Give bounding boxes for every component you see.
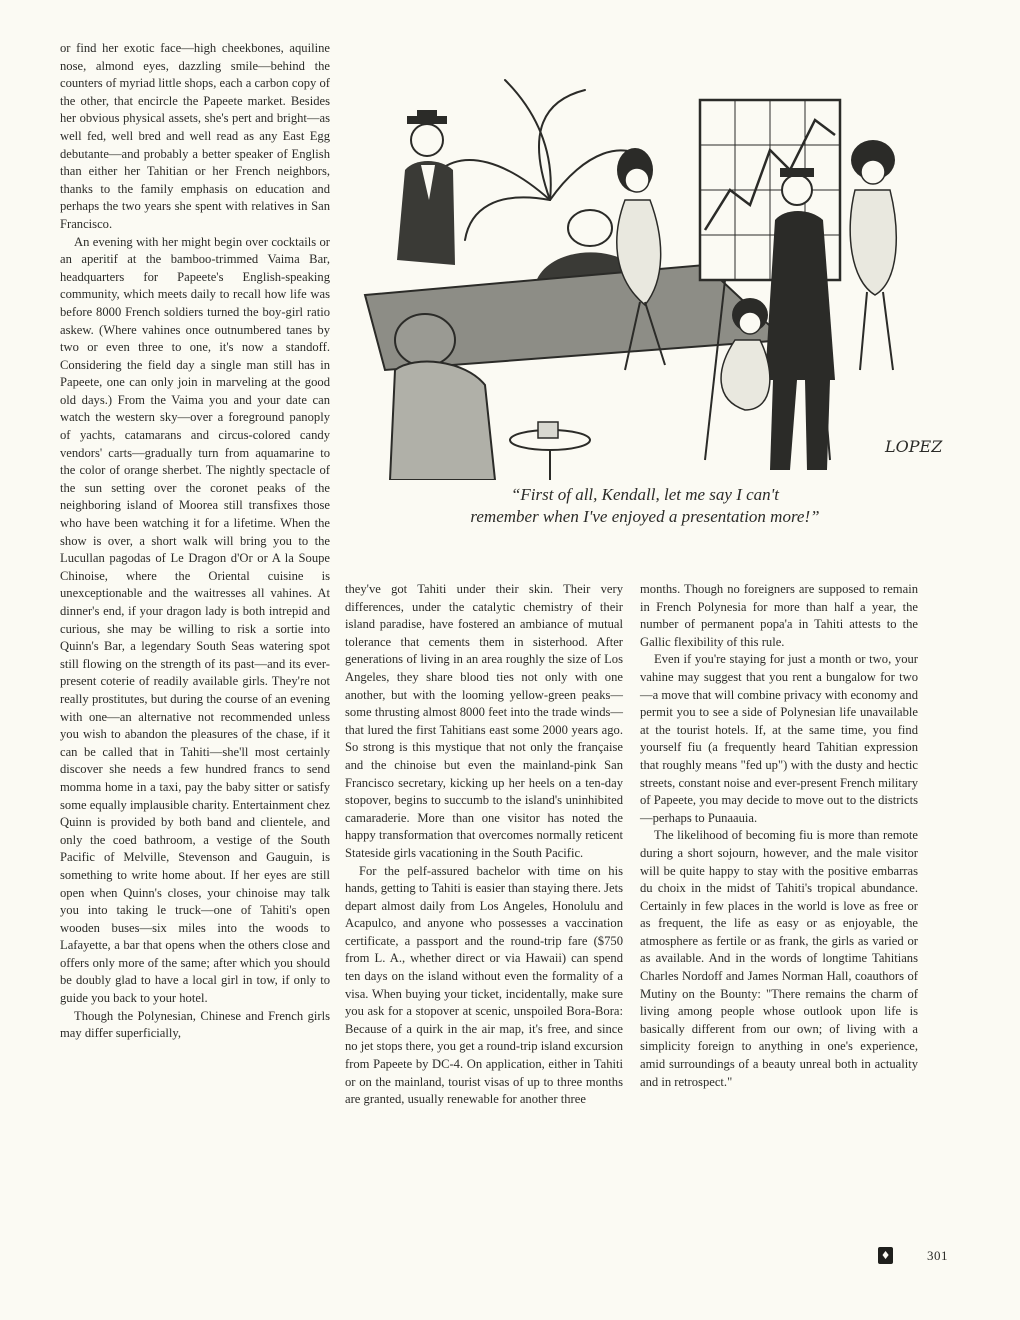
article-column-2 — [345, 581, 623, 1109]
paragraph: Even if you're staying for just a month or two, your vahine may suggest that you rent a bungalow for two—a move that will combine privacy with economy and permit you to see a side of Polynesian life unavailable at the tourist hotels. If, at the same time, you find yourself fiu (a frequently heard Tahitian expression that roughly means "fed up") with the dusty and hectic streets, constant noise and ever-present French military of Papeete, you may decide to move out to the districts—perhaps to Punaauia. — [640, 652, 918, 825]
paragraph: months. Though no foreigners are supposed to remain in French Polynesia for more than half a year, the number of permanent popa'a in Tahiti attests to the Gallic flexibility of this rule. — [640, 582, 918, 649]
paragraph: Though the Polynesian, Chinese and French girls may differ superficially, — [60, 1008, 330, 1041]
model-right — [850, 140, 896, 370]
caption-line: “First of all, Kendall, let me say I can't — [510, 485, 780, 504]
paragraph: The likelihood of becoming fiu is more than remote during a short sojourn, however, and the male visitor will be quite happy to stay with the positive embarras du choix in the midst of Tahiti's tropical abundance. Certainly in few places in the world is love as free or as frequent, the life as easy or as enjoyable, the atmosphere as fertile or as frank, the girls as varied or as available. And in the words of longtime Tahitians Charles Nordoff and James Norman Hall, coauthors of Mutiny on the Bounty: "There remains the charm of living among people whose outlook upon life is basically different from our own; of living with a simplicity foreign to anything in one's experience, amid surroundings of a beauty unreal both in actuality and in retrospect." — [640, 828, 918, 1089]
artist-signature: LOPEZ — [885, 437, 943, 456]
page-number: 301 — [927, 1248, 948, 1263]
article-column-3 — [640, 581, 918, 1091]
article-column-1 — [60, 40, 330, 1043]
paragraph: For the pelf-assured bachelor with time on his hands, getting to Tahiti is easier than staying there. Jets depart almost daily from Los Angeles, Honolulu and Acapulco, and anyone who possesses a vaccination certificate, a passport and the round-trip fare ($750 from L. A., whether direct or via Hawaii) can spend ten days on the island without even the formality of a visa. When buying your ticket, incidentally, make sure you ask for a stopover at scenic, unspoiled Bora-Bora: Because of a quirk in the air map, it's free, and since no jet stops there, you get a round-trip island excursion from Papeete by DC-4. On application, either in Tahiti or on the mainland, tourist visas of up to three months are granted, usually renewable for another three — [345, 863, 623, 1107]
paragraph: An evening with her might begin over cocktails or an aperitif at the bamboo-trimmed Vaima Bar, headquarters for Papeete's English-speaking community, which meets daily to recall how life was before 8000 French soldiers turned the boy-girl ratio askew. (Where vahines once outnumbered tanes by two or even three to one, it's now a standoff. Considering the field day a single man still has in Papeete, one can only join in marveling at the good old days.) From the Vaima you and your date can watch the western sky—over a foreground panoply of yachts, catamarans and circus-colored candy vendors' carts—gradually turn from aquamarine to the color of orange sherbet. The nightly spectacle of the sun setting over the coronet peaks of the neighboring island of Moorea still transfixes those who have been watching it for a lifetime. When the show is over, a short walk will bring you to the Lucullan pagodas of Le Dragon d'Or or A la Soupe Chinoise, where the Oriental cuisine is unexceptionable and the waitresses all vahines. At dinner's end, if your dragon lady is both intrepid and curious, she may be willing to risk a sortie into Quinn's Bar, a legendary South Seas watering spot still flowing on the strength of its past—and its ever-present coterie of readily available girls. They're not really prostitutes, but during the course of an evening with one—an alternative not recommended unless you wish to abandon the pleasures of the chase, if it can be called that in Tahiti—she'll most certainly discover she needs a few hundred francs to send momma home in a taxi, pay the baby sitter or satisfy some equally implausible charity. Entertainment chez Quinn is provided by both band and clientele, and only the coed bathroom, a vestige of the South Pacific of Melville, Stevenson and Gauguin, is something to write home about. If her eyes are still open when Quinn's closes, your chinoise may talk you into taking le truck—one of Tahiti's open wooden buses—six miles into the woods to Lafayette, a bar that opens when the others close and offers only more of the same; after which you should be doubly glad to have a local girl in tow, if only to guide you back to your hotel. — [60, 234, 330, 1006]
paragraph: they've got Tahiti under their skin. Their very differences, under the catalytic chemistry of their island paradise, have fostered an ambiance of mutual tolerance that cements them in sisterhood. After generations of living in an area roughly the size of Los Angeles, they share blood ties not only with one another, but with the looming yellow-green peaks—some thrusting almost 8000 feet into the trade winds—that lured the first Tahitians east some 2000 years ago. So strong is this mystique that not only the française and the chinoise but even the mainland-pink San Francisco secretary, kicking up her heels on a ten-day stopover, begins to succumb to the island's uninhibited camaraderie. More than one visitor has noted the happy transformation that overcomes normally reticent Stateside girls vacationing in the South Pacific. — [345, 582, 623, 860]
man-standing-left — [397, 110, 455, 265]
cartoon-caption — [350, 484, 940, 528]
cartoon-illustration — [345, 40, 945, 480]
caption-line: remember when I've enjoyed a presentation more!” — [470, 507, 820, 526]
bunny-logo-icon: ♦ — [878, 1247, 893, 1264]
paragraph: or find her exotic face—high cheekbones, aquiline nose, almond eyes, dazzling smile—behind the counters of myriad little shops, each a carbon copy of the other, that encircle the Papeete market. Besides her obvious physical assets, she's pert and bright—as well fed, well bred and well read as any East Egg debutante—and probably a better speaker of English than either her Tahitian or her French neighbors, thanks to the family emphasis on education and perhaps the two years she spent with relatives in San Francisco. — [60, 41, 330, 231]
